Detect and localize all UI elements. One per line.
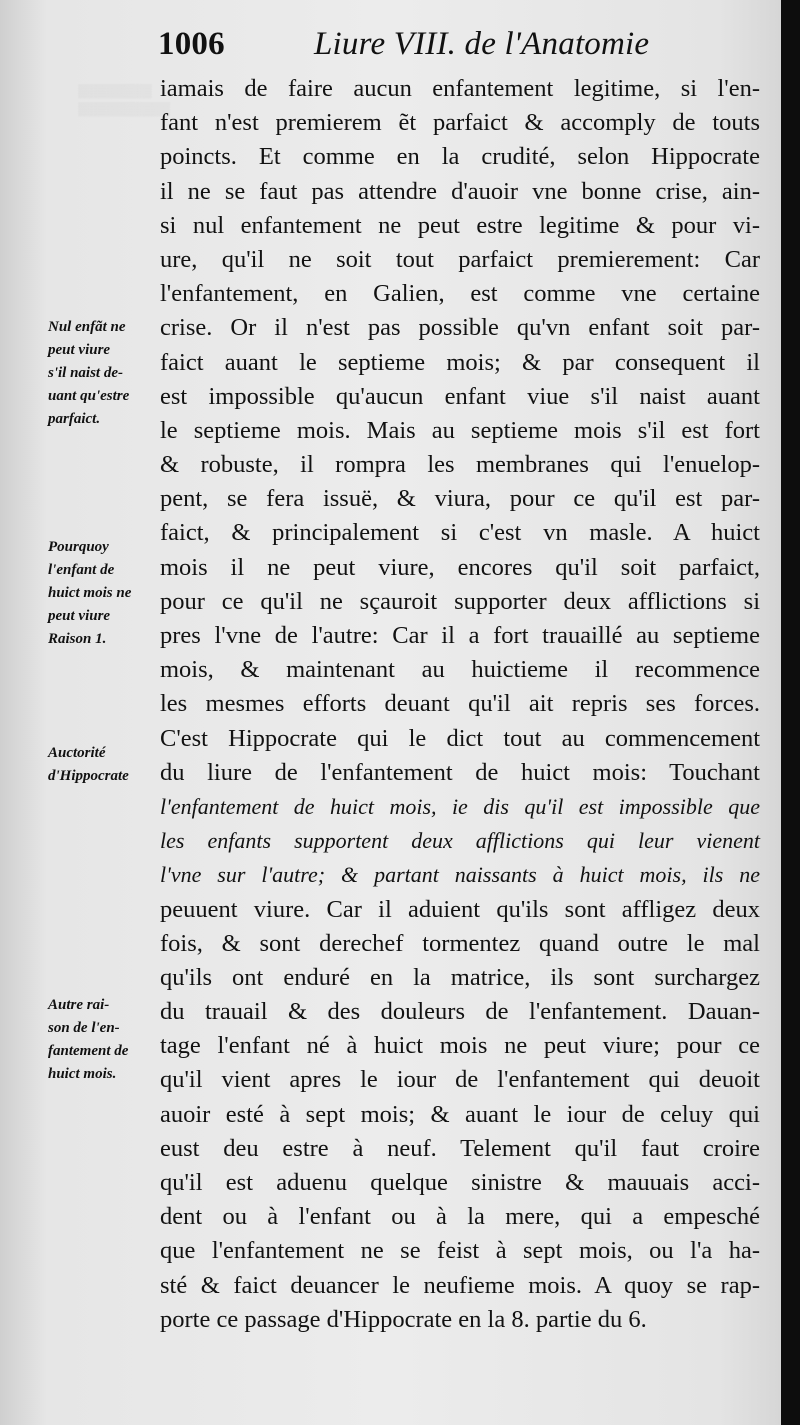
margin-note-line: peut viure (48, 608, 111, 624)
text-line: qu'il vient apres le iour de l'enfantement qui deuoit (160, 1066, 760, 1094)
page-number: 1006 (158, 26, 225, 62)
text-line: pour ce qu'il ne sçauroit supporter deux afflictions si (160, 587, 760, 615)
bleed-through-shadow: ▒▒▒▒▒▒▒▒ ▒▒▒▒▒▒▒▒▒▒ (78, 83, 171, 116)
text-line: dent ou à l'enfant ou à la mere, qui a empesché (160, 1203, 760, 1231)
text-line: peuuent viure. Car il aduient qu'ils sont affligez deux (160, 895, 760, 923)
page-header (158, 26, 650, 63)
text-line: les mesmes efforts deuant qu'il ait repris ses forces. (160, 690, 760, 718)
text-line: porte ce passage d'Hippocrate en la 8. partie du 6. (160, 1305, 647, 1333)
text-line: crise. Or il n'est pas possible qu'vn enfant soit par- (160, 314, 760, 342)
text-line: fois, & sont derechef tormentez quand outre le mal (160, 929, 760, 957)
margin-note-line: s'il naist de- (48, 365, 124, 381)
text-line: & robuste, il rompra les membranes qui l'enuelop- (160, 451, 760, 479)
text-line: C'est Hippocrate qui le dict tout au commencement (160, 724, 760, 752)
text-line: l'enfantement, en Galien, est comme vne certaine (160, 280, 760, 308)
margin-note-other-reason (48, 994, 128, 1086)
quotation-line: les enfants supportent deux afflictions qui leur vienent (160, 828, 760, 854)
margin-note-line: parfaict. (48, 411, 101, 427)
margin-note-line: fantement de (48, 1043, 129, 1059)
body-text (160, 72, 760, 1337)
text-line: du liure de l'enfantement de huict mois: Touchant (160, 758, 760, 786)
margin-note-line: Nul enfãt ne (48, 319, 126, 335)
text-line: ure, qu'il ne soit tout parfaict premierement: Car (160, 245, 760, 273)
margin-note-line: Pourquoy (48, 539, 109, 555)
text-line: tage l'enfant né à huict mois ne peut viure; pour ce (160, 1032, 760, 1060)
quotation-line: l'vne sur l'autre; & partant naissants à huict mois, ils ne (160, 862, 760, 888)
text-line: qu'il est aduenu quelque sinistre & mauuais acci- (160, 1169, 760, 1196)
text-line: est impossible qu'aucun enfant viue s'il naist auant (160, 382, 760, 410)
margin-note-line: Auctorité (48, 745, 106, 761)
margin-note-line: Raison 1. (48, 631, 107, 647)
text-line: poincts. Et comme en la crudité, selon Hippocrate (160, 143, 760, 171)
text-line: pres l'vne de l'autre: Car il a fort trauaillé au septieme (160, 622, 760, 649)
text-line: il ne se faut pas attendre d'auoir vne bonne crise, ain- (160, 177, 760, 205)
text-line: auoir esté à sept mois; & auant le iour de celuy qui (160, 1100, 760, 1128)
text-line: pent, se fera issuë, & viura, pour ce qu'il est par- (160, 485, 760, 513)
text-line: du trauail & des douleurs de l'enfantement. Dauan- (160, 998, 760, 1026)
margin-note-line: Autre rai- (48, 997, 110, 1013)
margin-note-line: uant qu'estre (48, 388, 130, 404)
margin-note-line: l'enfant de (48, 562, 115, 578)
margin-note-line: d'Hippocrate (48, 768, 129, 784)
margin-note-line: huict mois. (48, 1066, 117, 1082)
text-line: mois, & maintenant au huictieme il recommence (160, 656, 760, 684)
text-line: sté & faict deuancer le neufieme mois. A quoy se rap- (160, 1271, 760, 1299)
text-line: qu'ils ont enduré en la matrice, ils sont surchargez (160, 963, 760, 991)
text-line: fant n'est premierem ẽt parfaict & accomply de touts (160, 109, 760, 137)
margin-note-eight-months (48, 536, 131, 651)
margin-note-line: peut viure (48, 342, 111, 358)
running-title: Liure VIII. de l'Anatomie (314, 26, 650, 62)
margin-note-premature-birth (48, 316, 129, 431)
text-line: le septieme mois. Mais au septieme mois s'il est fort (160, 416, 760, 444)
text-line: que l'enfantement ne se feist à sept mois, ou l'a ha- (160, 1237, 760, 1265)
text-line: iamais de faire aucun enfantement legitime, si l'en- (160, 75, 760, 102)
text-line: si nul enfantement ne peut estre legitime & pour vi- (160, 211, 760, 239)
margin-note-line: huict mois ne (48, 585, 132, 601)
margin-note-line: son de l'en- (48, 1020, 120, 1036)
text-line: mois il ne peut viure, encores qu'il soit parfaict, (160, 553, 760, 581)
quotation-line: l'enfantement de huict mois, ie dis qu'il est impossible que (160, 793, 760, 819)
text-line: faict, & principalement si c'est vn masle. A huict (160, 519, 760, 547)
text-line: faict auant le septieme mois; & par consequent il (160, 348, 760, 376)
text-line: eust deu estre à neuf. Telement qu'il faut croire (160, 1134, 760, 1162)
margin-note-hippocrates-authority (48, 742, 129, 788)
